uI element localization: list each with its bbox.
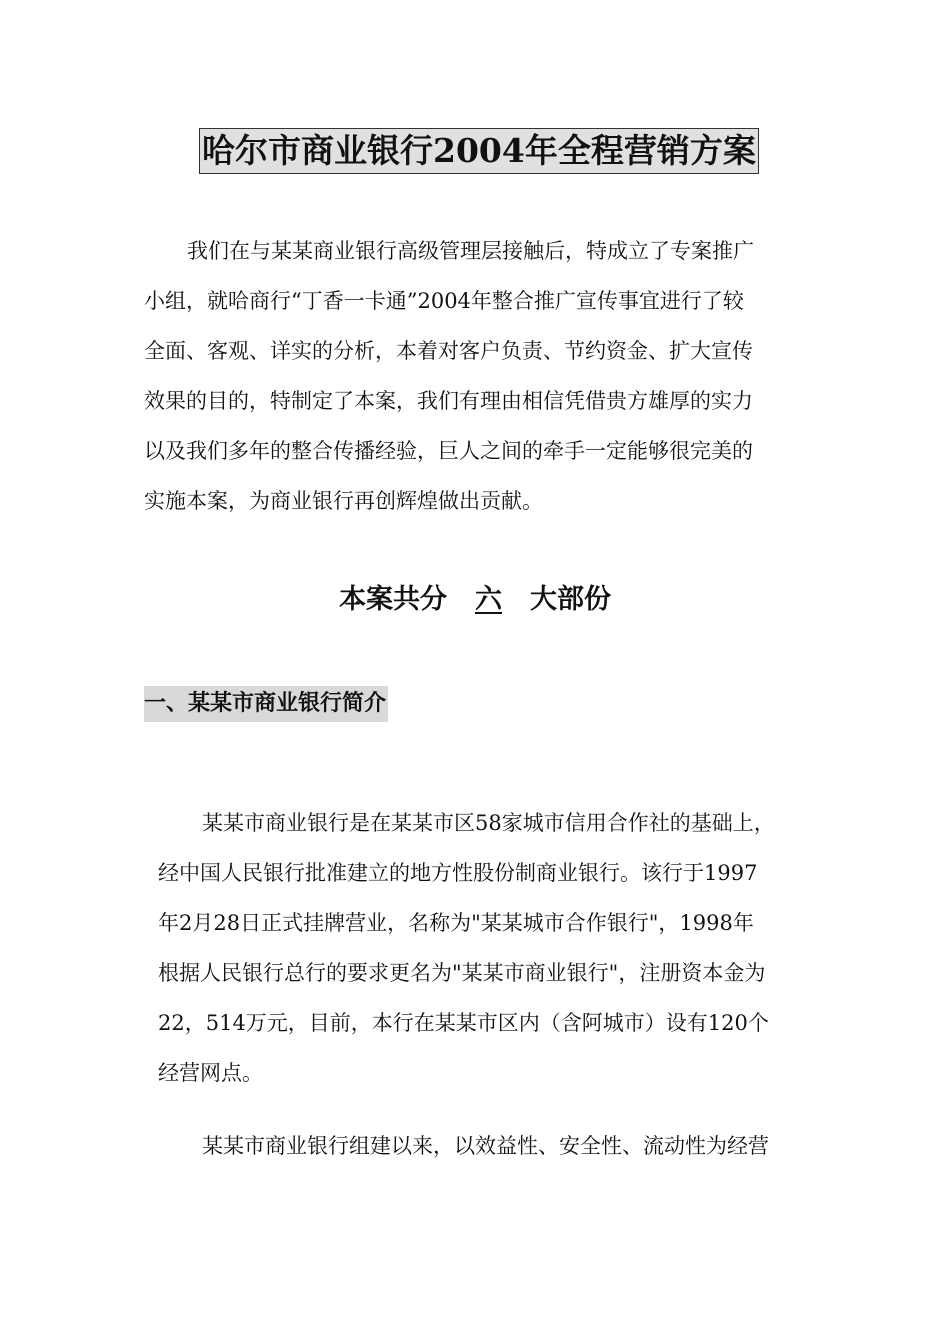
text-line: 某某市商业银行组建以来，以效益性、安全性、流动性为经营 [202,1134,769,1158]
text-line: 以及我们多年的整合传播经验，巨人之间的牵手一定能够很完美的 [144,439,753,463]
parts-heading [0,578,950,622]
text-line: 全面、客观、详实的分析，本着对客户负责、节约资金、扩大宣传 [144,339,753,363]
text-line: 22，514万元，目前，本行在某某市区内（含阿城市）设有120个 [158,1011,769,1035]
section-heading: 一、某某市商业银行简介 [144,686,388,722]
section-paragraph [158,798,775,1098]
parts-heading-prefix: 本案共分 [339,584,447,615]
text-line: 实施本案，为商业银行再创辉煌做出贡献。 [144,489,543,513]
text-line: 根据人民银行总行的要求更名为"某某市商业银行"，注册资本金为 [158,961,766,985]
parts-heading-suffix: 大部份 [530,584,611,615]
text-line: 经中国人民银行批准建立的地方性股份制商业银行。该行于1997 [158,861,758,885]
text-line: 经营网点。 [158,1061,263,1085]
section-paragraph [158,1121,769,1171]
text-line: 效果的目的，特制定了本案，我们有理由相信凭借贵方雄厚的实力 [144,389,753,413]
text-line: 年2月28日正式挂牌营业，名称为"某某城市合作银行"，1998年 [158,911,754,935]
text-line: 我们在与某某商业银行高级管理层接触后，特成立了专案推广 [187,239,754,263]
text-line: 小组，就哈商行“丁香一卡通”2004年整合推广宣传事宜进行了较 [144,289,744,313]
intro-paragraph [144,226,754,526]
parts-heading-number: 六 [475,584,502,615]
text-line: 某某市商业银行是在某某市区58家城市信用合作社的基础上， [202,811,775,835]
document-title: 哈尔市商业银行2004年全程营销方案 [199,128,759,174]
